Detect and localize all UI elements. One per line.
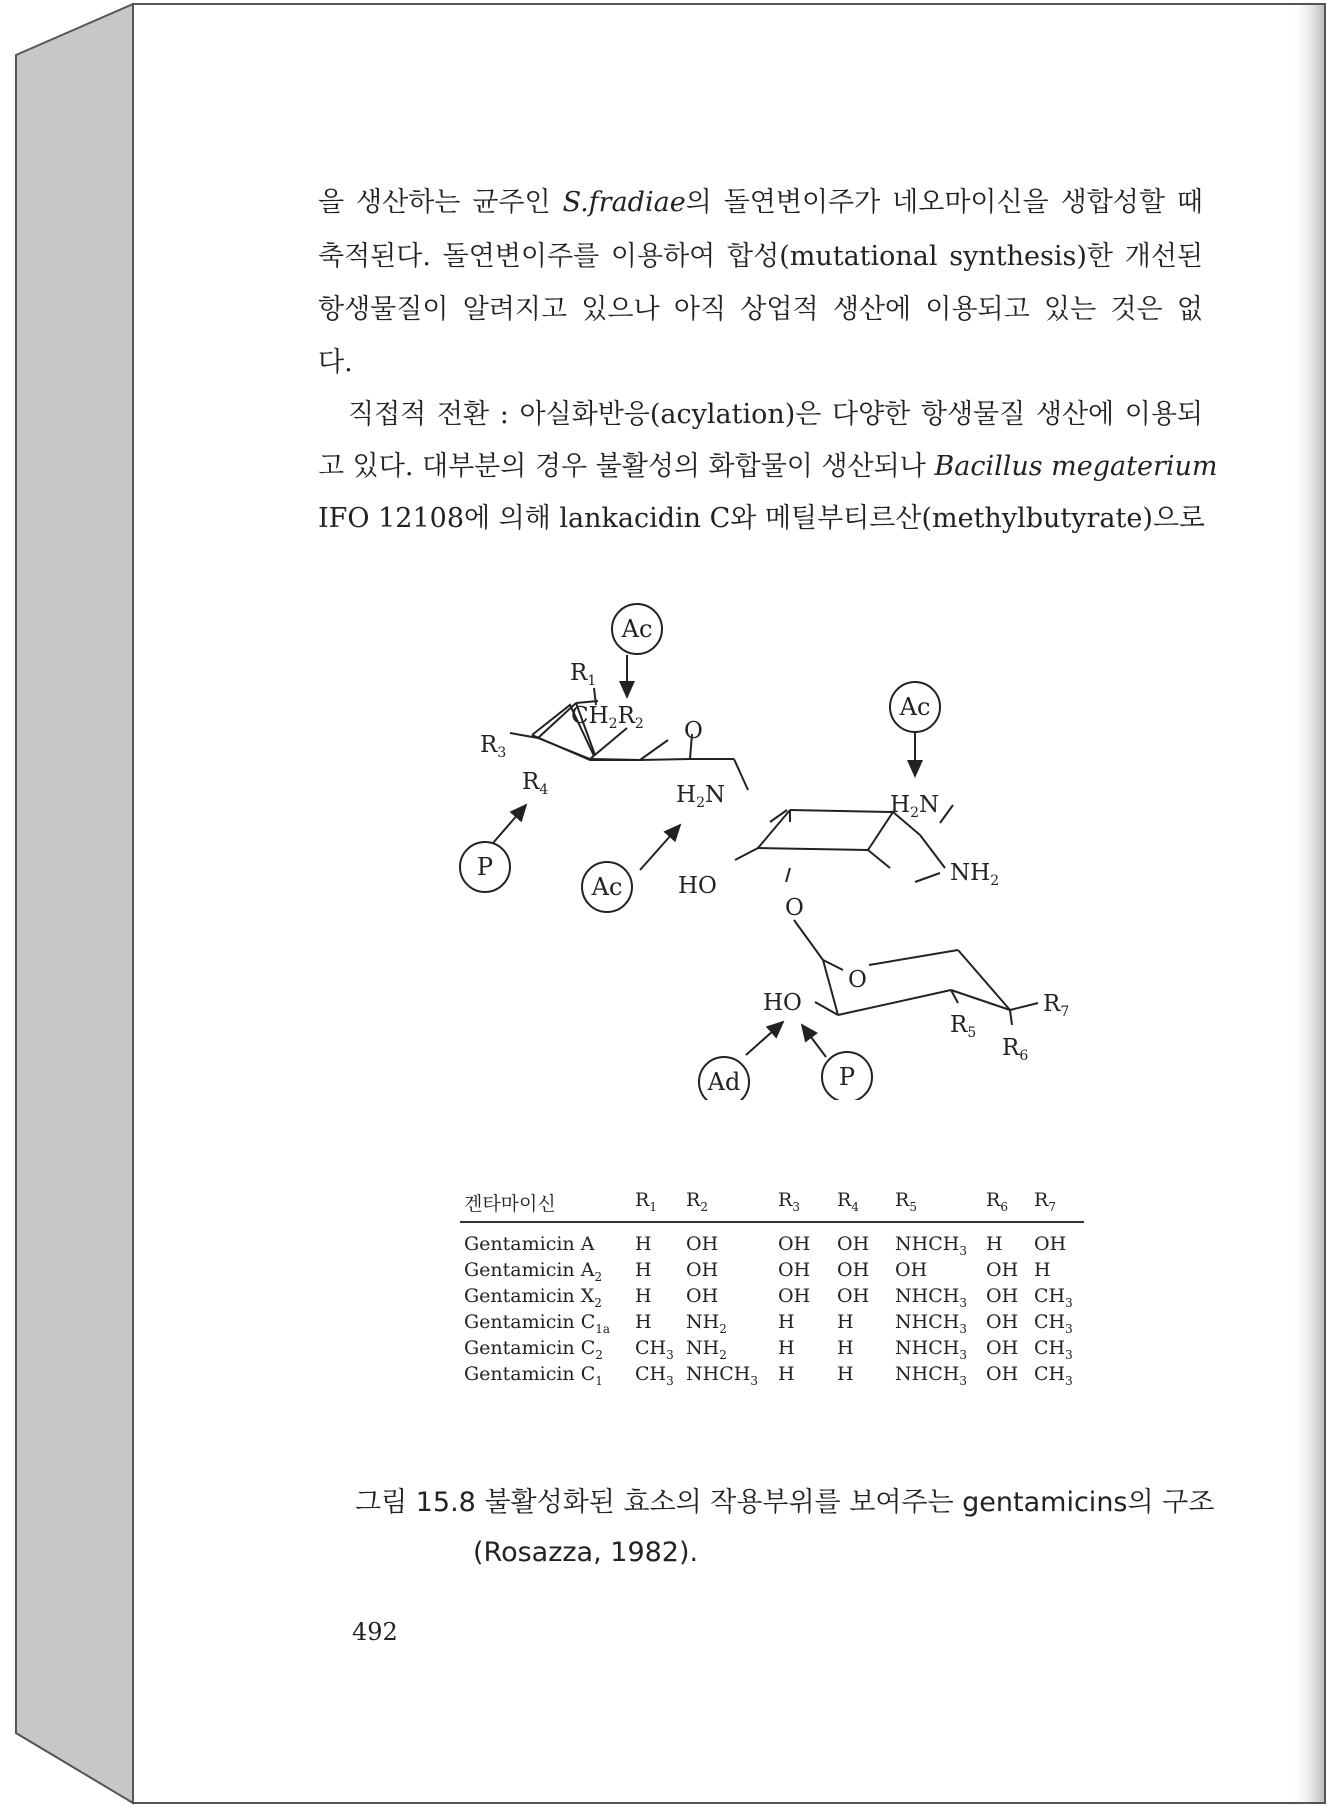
table-cell [778, 1233, 810, 1255]
cell-text: R [895, 1189, 910, 1211]
cell-text: 3 [959, 1295, 967, 1310]
table-header-cell [686, 1189, 708, 1214]
circle-p-bottom [822, 1052, 872, 1100]
table-cell [464, 1285, 602, 1310]
body-line-7-run-1: IFO 12108에 의해 lankacidin C와 메틸부티르산(methylbutyrate)으로 [318, 503, 1206, 534]
atom-r7-seg-2: 7 [1060, 1004, 1070, 1020]
atom-r7-seg-1: R [1043, 991, 1061, 1017]
atom-r6-seg-2: 6 [1019, 1048, 1029, 1064]
cell-text: CH [1034, 1337, 1066, 1359]
cell-text: 3 [1065, 1295, 1073, 1310]
table-cell [986, 1337, 1018, 1359]
cell-text: 2 [594, 1269, 603, 1284]
table-cell [986, 1285, 1018, 1307]
cell-text: H [837, 1363, 854, 1385]
atom-h2n-ring2 [890, 792, 939, 821]
table-row [460, 1363, 1084, 1389]
cell-text: H [635, 1233, 652, 1255]
table-cell [837, 1285, 869, 1307]
table-row [460, 1285, 1084, 1311]
cell-text: 2 [719, 1321, 727, 1336]
cell-text: OH [837, 1285, 870, 1307]
cell-text: OH [686, 1259, 719, 1281]
cell-text: NHCH [895, 1363, 960, 1385]
table-cell [635, 1363, 674, 1388]
cell-text: OH [986, 1337, 1019, 1359]
atom-ho-ring3 [763, 990, 802, 1016]
cell-text: NHCH [895, 1233, 960, 1255]
body-line-1 [318, 180, 1203, 219]
table-cell [778, 1363, 795, 1385]
cell-text: Gentamicin C [464, 1363, 596, 1385]
body-line-1-run-3: 의 돌연변이주가 네오마이신을 생합성할 때 [685, 187, 1204, 218]
atom-r4 [522, 769, 548, 798]
cell-text: 3 [666, 1347, 674, 1362]
cell-text: OH [837, 1233, 870, 1255]
table-cell [895, 1363, 967, 1388]
cell-text: R [1034, 1189, 1049, 1211]
table-cell [986, 1363, 1018, 1385]
caption-line-2: (Rosazza, 1982). [473, 1537, 699, 1568]
cell-text: R [837, 1189, 852, 1211]
cell-text: 2 [719, 1347, 727, 1362]
cell-text: H [837, 1311, 854, 1333]
gentamicin-structure-diagram [440, 600, 1120, 1100]
cell-text: Gentamicin C [464, 1337, 596, 1359]
table-cell [895, 1311, 967, 1336]
cell-text: 3 [959, 1373, 967, 1388]
cell-text: 7 [1048, 1199, 1056, 1214]
table-cell [635, 1311, 652, 1333]
table-cell [895, 1259, 927, 1281]
table-row [460, 1311, 1084, 1337]
table-cell [1034, 1311, 1073, 1336]
table-cell [464, 1311, 610, 1336]
table-cell [635, 1259, 652, 1281]
cell-text: H [778, 1311, 795, 1333]
atom-o-ring3 [848, 967, 867, 993]
circle-ac-mid [582, 862, 632, 912]
table-cell [895, 1233, 967, 1258]
cell-text: NHCH [895, 1285, 960, 1307]
table-cell [464, 1337, 603, 1362]
table-cell [837, 1363, 854, 1385]
cell-text: OH [986, 1259, 1019, 1281]
cell-text: OH [895, 1259, 928, 1281]
cell-text: R [778, 1189, 793, 1211]
atom-h2n-ring1 [676, 782, 725, 811]
table-row [460, 1337, 1084, 1363]
cell-text: NH [686, 1311, 720, 1333]
cell-text: CH [635, 1363, 667, 1385]
body-line-2 [318, 234, 1203, 273]
figure-caption [355, 1480, 1215, 1568]
atom-ho-ring2-seg-1: HO [678, 873, 717, 899]
table-cell [778, 1311, 795, 1333]
cell-text: CH [635, 1337, 667, 1359]
cell-text: R [686, 1189, 701, 1211]
cell-text: 2 [594, 1295, 602, 1310]
cell-text: H [635, 1311, 652, 1333]
atom-nh2 [950, 860, 999, 889]
table-cell [686, 1337, 727, 1362]
table-cell [778, 1337, 795, 1359]
table-header-cell [1034, 1189, 1056, 1214]
cell-text: OH [837, 1259, 870, 1281]
table-cell [1034, 1233, 1066, 1255]
circle-ac-right-label: Ac [899, 693, 931, 721]
table-cell [986, 1259, 1018, 1281]
atom-o-link [785, 895, 804, 921]
atom-ch2r2-seg-1: CH [571, 703, 609, 729]
body-line-6-run-1: 고 있다. 대부분의 경우 불활성의 화합물이 생산되나 [318, 451, 935, 482]
cell-text: OH [778, 1259, 811, 1281]
table-cell [1034, 1337, 1073, 1362]
body-line-4 [318, 340, 353, 379]
atom-r1 [570, 660, 596, 689]
cell-text: Gentamicin C [464, 1311, 596, 1333]
atom-o-ring1-seg-1: O [684, 718, 703, 744]
table-cell [464, 1259, 602, 1284]
atom-nh2-seg-2: 2 [990, 873, 1000, 889]
table-header-cell [635, 1189, 657, 1214]
table-cell [686, 1285, 718, 1307]
table-header-cell [837, 1189, 859, 1214]
caption-line-1: 그림 15.8 불활성화된 효소의 작용부위를 보여주는 gentamicins의 구조 [355, 1487, 1215, 1518]
body-line-5 [348, 392, 1203, 431]
atom-r1-seg-2: 1 [587, 673, 597, 689]
cell-text: 3 [666, 1373, 674, 1388]
cell-text: NHCH [895, 1311, 960, 1333]
atom-r3 [480, 732, 506, 761]
circle-ad-label: Ad [707, 1068, 741, 1096]
cell-text: Gentamicin A [464, 1233, 595, 1255]
body-line-1-run-2: S.fradiae [562, 187, 686, 218]
cell-text: NH [686, 1337, 720, 1359]
cell-text: H [837, 1337, 854, 1359]
circle-p-left-label: P [476, 853, 494, 881]
body-line-3 [318, 287, 1203, 326]
body-line-7 [318, 496, 1206, 535]
cell-text: H [635, 1285, 652, 1307]
cell-text: CH [1034, 1363, 1066, 1385]
table-cell [635, 1233, 652, 1255]
atom-h2n-ring1-seg-1: H [676, 782, 697, 808]
cell-text: H [635, 1259, 652, 1281]
cell-text: 3 [792, 1199, 800, 1214]
atom-r4-seg-1: R [522, 769, 540, 795]
cell-text: 3 [959, 1321, 967, 1336]
table-cell [686, 1311, 727, 1336]
table-row [460, 1233, 1084, 1259]
book-spine [16, 4, 133, 1803]
atom-ch2r2 [571, 703, 644, 732]
table-cell [686, 1233, 718, 1255]
atom-h2n-ring1-seg-3: N [704, 782, 726, 808]
body-line-6 [318, 444, 1218, 483]
table-cell [686, 1259, 718, 1281]
circle-ac-right [890, 682, 940, 732]
atom-o-ring3-seg-1: O [848, 967, 867, 993]
cell-text: OH [986, 1311, 1019, 1333]
ring-3-bonds [794, 920, 1038, 1025]
table-body [460, 1223, 1084, 1389]
table-cell [837, 1259, 869, 1281]
cell-text: Gentamicin X [464, 1285, 595, 1307]
table-cell [464, 1233, 594, 1255]
atom-r5-seg-1: R [950, 1012, 968, 1038]
body-line-1-run-1: 을 생산하는 균주인 [318, 187, 563, 218]
table-cell [464, 1363, 603, 1388]
cell-text: 3 [750, 1373, 758, 1388]
cell-text: 3 [959, 1243, 967, 1258]
circle-ac-top-label: Ac [621, 615, 653, 643]
atom-ho-ring3-seg-1: HO [763, 990, 802, 1016]
atom-nh2-seg-1: NH [950, 860, 991, 886]
atom-r4-seg-2: 4 [539, 782, 549, 798]
cell-text: 1 [649, 1199, 657, 1214]
cell-text: OH [778, 1233, 811, 1255]
atom-ch2r2-seg-3: R [617, 703, 635, 729]
table-cell [837, 1233, 869, 1255]
atom-r6 [1002, 1035, 1028, 1064]
table-cell [837, 1337, 854, 1359]
cell-text: 6 [1000, 1199, 1008, 1214]
table-cell [1034, 1363, 1073, 1388]
page-number: 492 [352, 1618, 398, 1646]
cell-text: R [986, 1189, 1001, 1211]
table-cell [635, 1337, 674, 1362]
cell-text: H [1034, 1259, 1051, 1281]
table-header-cell [986, 1189, 1008, 1214]
cell-text: 2 [595, 1347, 603, 1362]
circle-ac-mid-label: Ac [591, 873, 623, 901]
cell-text: OH [686, 1285, 719, 1307]
page-edge-shadow [1290, 5, 1324, 1802]
cell-text: 5 [909, 1199, 917, 1214]
atom-r3-seg-1: R [480, 732, 498, 758]
table-header-row [460, 1183, 1084, 1223]
table-cell [895, 1285, 967, 1310]
atom-r1-seg-1: R [570, 660, 588, 686]
gentamicin-substituent-table [460, 1183, 1084, 1389]
cell-text: 1a [595, 1321, 611, 1336]
table-row [460, 1259, 1084, 1285]
cell-text: OH [778, 1285, 811, 1307]
cell-text: R [635, 1189, 650, 1211]
cell-text: OH [686, 1233, 719, 1255]
table-cell [1034, 1259, 1051, 1281]
cell-text: NHCH [686, 1363, 751, 1385]
atom-o-link-seg-1: O [785, 895, 804, 921]
table-cell [635, 1285, 652, 1307]
body-line-6-run-2: Bacillus megaterium [934, 451, 1218, 482]
table-cell [837, 1311, 854, 1333]
atom-r6-seg-1: R [1002, 1035, 1020, 1061]
body-line-2-run-1: 축적된다. 돌연변이주를 이용하여 합성(mutational synthesis)한 개선된 [318, 241, 1203, 272]
circle-ac-top [612, 604, 662, 654]
circle-p-left [460, 842, 510, 892]
table-cell [986, 1311, 1018, 1333]
atom-ch2r2-seg-2: 2 [608, 716, 618, 732]
cell-text: 겐타마이신 [464, 1193, 556, 1215]
atom-r3-seg-2: 3 [497, 745, 507, 761]
table-header-cell [778, 1189, 800, 1214]
cell-text: OH [986, 1363, 1019, 1385]
table-header-cell [895, 1189, 917, 1214]
atom-h2n-ring1-seg-2: 2 [696, 795, 705, 811]
atom-r5-seg-2: 5 [967, 1025, 977, 1041]
cell-text: NHCH [895, 1337, 960, 1359]
cell-text: 1 [595, 1373, 603, 1388]
atom-h2n-ring2-seg-1: H [890, 792, 911, 818]
cell-text: 3 [1065, 1373, 1073, 1388]
circle-p-bottom-label: P [838, 1063, 856, 1091]
table-cell [686, 1363, 758, 1388]
body-line-5-run-1: 직접적 전환 : 아실화반응(acylation)은 다양한 항생물질 생산에 이용되 [348, 399, 1203, 430]
cell-text: H [986, 1233, 1003, 1255]
body-line-3-run-1: 항생물질이 알려지고 있으나 아직 상업적 생산에 이용되고 있는 것은 없 [318, 294, 1203, 325]
atom-o-ring1 [684, 718, 703, 744]
table-cell [778, 1285, 810, 1307]
circle-ad [699, 1057, 749, 1100]
cell-text: OH [1034, 1233, 1067, 1255]
cell-text: CH [1034, 1311, 1066, 1333]
cell-text: 3 [1065, 1347, 1073, 1362]
cell-text: 4 [851, 1199, 859, 1214]
atom-r7 [1043, 991, 1069, 1020]
table-cell [986, 1233, 1003, 1255]
cell-text: 3 [1065, 1321, 1073, 1336]
atom-r5 [950, 1012, 976, 1041]
table-header-cell [464, 1189, 556, 1216]
cell-text: 2 [700, 1199, 708, 1214]
atom-h2n-ring2-seg-3: N [918, 792, 940, 818]
cell-text: Gentamicin A [464, 1259, 595, 1281]
atom-h2n-ring2-seg-2: 2 [910, 805, 919, 821]
cell-text: H [778, 1363, 795, 1385]
cell-text: 3 [959, 1347, 967, 1362]
table-cell [895, 1337, 967, 1362]
body-line-4-run-1: 다. [318, 347, 353, 378]
cell-text: H [778, 1337, 795, 1359]
atom-ho-ring2 [678, 873, 717, 899]
cell-text: CH [1034, 1285, 1066, 1307]
table-cell [1034, 1285, 1073, 1310]
cell-text: OH [986, 1285, 1019, 1307]
atom-ch2r2-seg-4: 2 [634, 716, 644, 732]
table-cell [778, 1259, 810, 1281]
